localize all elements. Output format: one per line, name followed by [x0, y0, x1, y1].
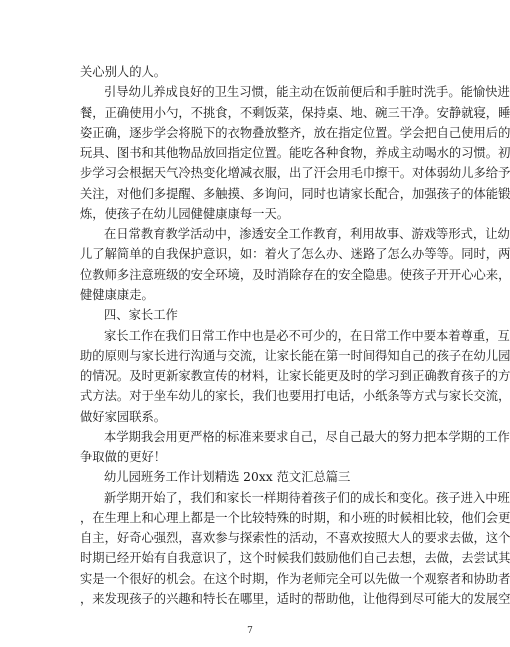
text-line: 的情况。及时更新家教宣传的材料，让家长能更及时的学习到正确教育孩子的方	[80, 369, 510, 383]
text-line: 争取做的更好！	[80, 450, 167, 464]
text-line: 位教师多注意班级的安全环境，及时消除存在的安全隐患。使孩子开开心心来，	[80, 268, 510, 282]
paragraph-start: 在日常教育教学活动中，渗透安全工作教育，利用故事、游戏等形式，让幼	[104, 227, 510, 241]
text-line: ，来发现孩子的兴趣和特长在哪里，适时的帮助他，让他得到尽可能大的发展空	[80, 592, 510, 606]
text-line: 关注，对他们多提醒、多触摸、多询问，同时也请家长配合，加强孩子的体能锻	[80, 187, 510, 201]
text-line: 式方法。对于坐车幼儿的家长，我们也要用打电话，小纸条等方式与家长交流，	[80, 389, 510, 403]
section-heading: 四、家长工作	[104, 308, 178, 322]
page-number: 7	[247, 626, 253, 636]
text-line: 时期已经开始有自我意识了，这个时候我们鼓励他们自己去想，去做，去尝试其	[80, 551, 510, 565]
text-line: 儿了解简单的自我保护意识，如：着火了怎么办、迷路了怎么办等等。同时，两	[80, 247, 510, 261]
text-line: 姿正确，逐步学会将脱下的衣物叠放整齐，放在指定位置。学会把自己使用后的	[80, 126, 510, 140]
paragraph-start: 新学期开始了，我们和家长一样期待着孩子们的成长和变化。孩子进入中班	[104, 491, 510, 505]
text-line: ，在生理上和心理上都是一个比较特殊的时期，和小班的时候相比较，他们会更	[80, 511, 510, 525]
paragraph-start: 引导幼儿养成良好的卫生习惯，能主动在饭前便后和手脏时洗手。能愉快进	[104, 85, 510, 99]
text-line: 步学习会根据天气冷热变化增减衣服，出了汗会用毛巾擦干。对体弱幼儿多给予	[80, 166, 510, 180]
text-line: 自主，好奇心强烈，喜欢参与探索性的活动，不喜欢按照大人的要求去做，这个	[80, 531, 510, 545]
text-line: 关心别人的人。	[80, 65, 167, 79]
text-line: 餐，正确使用小勺，不挑食，不剩饭菜，保持桌、地、碗三干净。安静就寝，睡	[80, 106, 510, 120]
text-line: 炼，使孩子在幼儿园健健康康每一天。	[80, 207, 290, 221]
paragraph-start: 家长工作在我们日常工作中也是必不可少的，在日常工作中要本着尊重，互	[104, 329, 510, 343]
text-line: 玩具、图书和其他物品放回指定位置。能吃各种食物，养成主动喝水的习惯。初	[80, 146, 510, 160]
text-line: 健健康康走。	[80, 288, 154, 302]
text-line: 助的原则与家长进行沟通与交流，让家长能在第一时间得知自己的孩子在幼儿园	[80, 349, 510, 363]
paragraph-start: 本学期我会用更严格的标准来要求自己，尽自己最大的努力把本学期的工作	[104, 430, 510, 444]
text-line: 实是一个很好的机会。在这个时期，作为老师完全可以先做一个观察者和协助者	[80, 572, 510, 586]
section-title: 幼儿园班务工作计划精选 20xx 范文汇总篇三	[104, 470, 351, 484]
text-line: 做好家园联系。	[80, 410, 167, 424]
